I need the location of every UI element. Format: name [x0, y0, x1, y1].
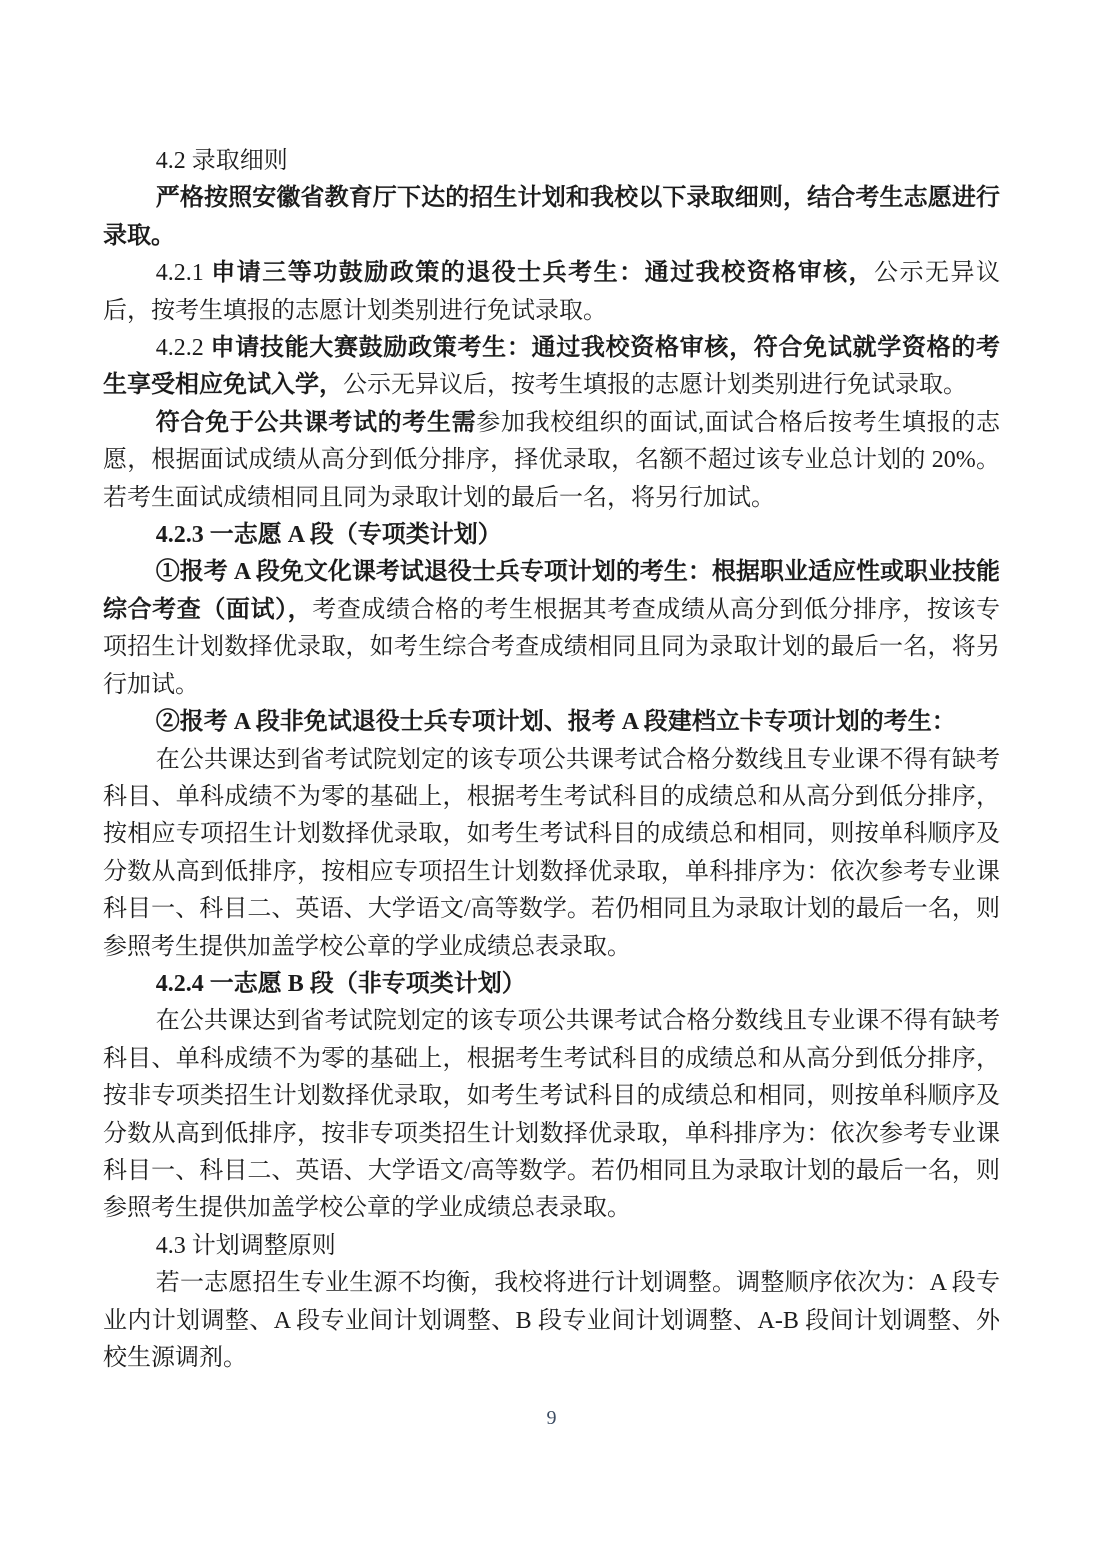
regular-run: 参加我校组织的面试,面试合格后按考生填报的志愿，根据面试成绩从高分到低分排序，择优录取，名额不超过该专业总计划的 20%。若考生面试成绩相同且同为录取计划的最后一名，将另行加试。	[103, 409, 1001, 511]
heading-text: 4.3 计划调整原则	[155, 1232, 336, 1259]
regular-run: 若一志愿招生专业生源不均衡，我校将进行计划调整。调整顺序依次为：A 段专业内计划调整、A 段专业间计划调整、B 段专业间计划调整、A-B 段间计划调整、外校生源调剂。	[103, 1270, 1000, 1371]
plan-adjustment-paragraph	[103, 1265, 1000, 1377]
section-heading-4-2-3	[103, 517, 1000, 554]
regular-run: 在公共课达到省考试院划定的该专项公共课考试合格分数线且专业课不得有缺考科目、单科成绩不为零的基础上，根据考生考试科目的成绩总和从高分到低分排序，按相应专项招生计划数择优录取，如考生考试科目的成绩总和相同，则按单科顺序及分数从高到低排序，按相应专项招生计划数择优录取，单科排序为：依次参考专业课科目一、科目二、英语、大学语文/高等数学。若仍相同且为录取计划的最后一名，则参照考生提供加盖学校公章的学业成绩总表录取。	[103, 746, 1000, 960]
section-heading-4-2-4	[103, 966, 1000, 1003]
bold-run: ②报考 A 段非免试退役士兵专项计划、报考 A 段建档立卡专项计划的考生：	[155, 709, 956, 736]
bold-run: 符合免于公共课考试的考生需	[155, 409, 477, 436]
regular-run: 在公共课达到省考试院划定的该专项公共课考试合格分数线且专业课不得有缺考科目、单科成绩不为零的基础上，根据考生考试科目的成绩总和从高分到低分排序，按非专项类招生计划数择优录取，如考生考试科目的成绩总和相同，则按单科顺序及分数从高到低排序，按非专项类招生计划数择优录取，单科排序为：依次参考专业课科目一、科目二、英语、大学语文/高等数学。若仍相同且为录取计划的最后一名，则参照考生提供加盖学校公章的学业成绩总表录取。	[103, 1008, 1000, 1222]
interview-exemption-paragraph	[103, 405, 1000, 517]
intro-paragraph	[103, 180, 1000, 255]
clause-number: 4.2.1	[155, 260, 212, 287]
bold-run: ①报考 A 段免文化课考试退役士兵专项计划的考生：根据职业适应性或职业技能综合考查（面试），	[103, 559, 1000, 623]
regular-run: 考查成绩合格的考生根据其考查成绩从高分到低分排序，按该专项招生计划数择优录取，如考生综合考查成绩相同且同为录取计划的最后一名，将另行加试。	[103, 596, 1000, 698]
page-number: 9	[546, 1407, 557, 1430]
item-2-paragraph	[103, 704, 1000, 741]
clause-number: 4.2.2	[155, 335, 211, 362]
bold-run: 严格按照安徽省教育厅下达的招生计划和我校以下录取细则，结合考生志愿进行录取。	[103, 185, 1000, 249]
heading-text: 4.2.4 一志愿 B 段（非专项类计划）	[155, 970, 526, 997]
heading-text: 4.2.3 一志愿 A 段（专项类计划）	[155, 522, 502, 549]
section-heading-4-3	[103, 1228, 1000, 1265]
bold-run: 申请三等功鼓励政策的退役士兵考生：通过我校资格审核，	[211, 260, 875, 287]
bold-run: 申请技能大赛鼓励政策考生：通过我校资格审核，符合免试就学资格的考生享受相应免试入学，	[103, 335, 1001, 399]
section-b-rules-paragraph	[103, 1003, 1000, 1227]
regular-run: 公示无异议后，按考生填报的志愿计划类别进行免试录取。	[343, 372, 967, 399]
section-a-rules-paragraph	[103, 742, 1000, 966]
clause-4-2-2-paragraph	[103, 330, 1000, 405]
clause-4-2-1-paragraph	[103, 255, 1000, 330]
item-1-paragraph	[103, 554, 1000, 704]
section-heading-4-2	[103, 143, 1000, 180]
regular-run: 公示无异议后，按考生填报的志愿计划类别进行免试录取。	[103, 260, 1001, 324]
heading-text: 4.2 录取细则	[155, 148, 288, 174]
